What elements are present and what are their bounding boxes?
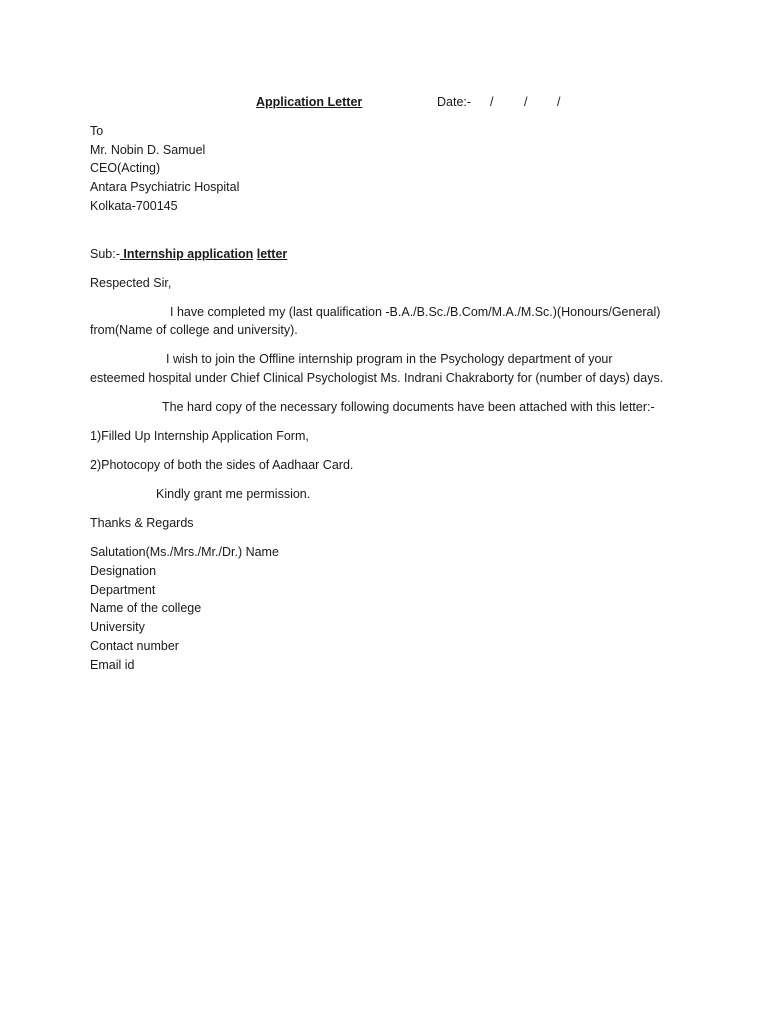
subject-prefix: Sub:- bbox=[90, 247, 120, 261]
signature-contact: Contact number bbox=[90, 639, 179, 653]
document-item: 2)Photocopy of both the sides of Aadhaar Card. bbox=[90, 458, 354, 472]
signature-email: Email id bbox=[90, 658, 135, 672]
letter-title: Application Letter bbox=[256, 95, 363, 109]
recipient-to: To bbox=[90, 124, 104, 138]
recipient-name: Mr. Nobin D. Samuel bbox=[90, 143, 206, 157]
recipient-organization: Antara Psychiatric Hospital bbox=[90, 180, 240, 194]
recipient-city: Kolkata-700145 bbox=[90, 199, 178, 213]
subject-text: Internship application bbox=[119, 247, 254, 261]
signature-designation: Designation bbox=[90, 564, 157, 578]
signature-department: Department bbox=[90, 583, 156, 597]
signature-college: Name of the college bbox=[90, 601, 202, 615]
date-slash: / bbox=[557, 95, 561, 109]
date-label: Date:- bbox=[437, 95, 472, 109]
paragraph-line: I have completed my (last qualification -B.A./B.Sc./B.Com/M.A./M.Sc.)(Honours/General) bbox=[170, 305, 661, 319]
signature-university: University bbox=[90, 620, 145, 634]
signature-name: Salutation(Ms./Mrs./Mr./Dr.) Name bbox=[90, 545, 279, 559]
body-salutation: Respected Sir, bbox=[90, 276, 172, 290]
paragraph-line: from(Name of college and university). bbox=[90, 323, 298, 337]
recipient-position: CEO(Acting) bbox=[90, 161, 161, 175]
subject-text: letter bbox=[256, 247, 288, 261]
paragraph-line: esteemed hospital under Chief Clinical Psychologist Ms. Indrani Chakraborty for (number of days) days. bbox=[90, 371, 664, 385]
request-line: Kindly grant me permission. bbox=[156, 487, 311, 501]
closing-line: Thanks & Regards bbox=[90, 516, 194, 530]
date-slash: / bbox=[524, 95, 528, 109]
document-item: 1)Filled Up Internship Application Form, bbox=[90, 429, 309, 443]
date-slash: / bbox=[490, 95, 494, 109]
paragraph-line: The hard copy of the necessary following documents have been attached with this letter:- bbox=[162, 400, 655, 414]
subject-line bbox=[90, 246, 287, 262]
paragraph-line: I wish to join the Offline internship program in the Psychology department of your bbox=[166, 352, 613, 366]
